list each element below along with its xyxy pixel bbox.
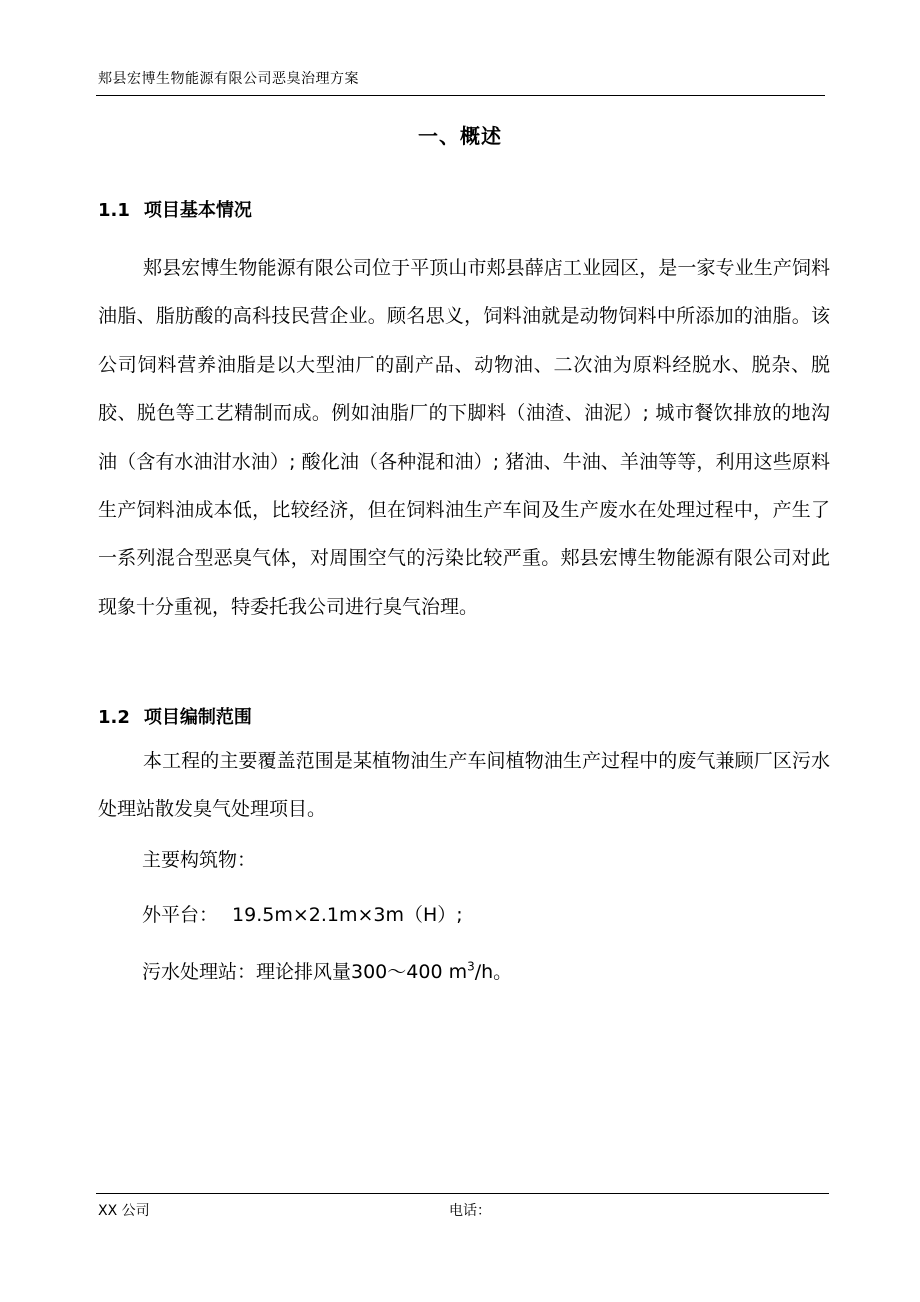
paragraph: 郏县宏博生物能源有限公司位于平顶山市郏县薛店工业园区，是一家专业生产饲料油脂、脂肪酸的高科技民营企业。顾名思义，饲料油就是动物饲料中所添加的油脂。该公司饲料营养油脂是以大型油厂的副产品、动物油、二次油为原料经脱水、脱杂、脱胶、脱色等工艺精制而成。例如油脂厂的下脚料（油渣、油泥）; 城市餐饮排放的地沟油（含有水油泔水油）; 酸化油（各种混和油）; 猪油、牛油、羊油等等，利用这些原料生产饲料油成本低，比较经济，但在饲料油生产车间及生产废水在处理过程中，产生了一系列混合型恶臭气体，对周围空气的污染比较严重。郏县宏博生物能源有限公司对此现象十分重视，特委托我公司进行臭气治理。: [98, 257, 830, 618]
wastewater-label: 污水处理站：理论排风量300～400 m: [142, 961, 468, 983]
header-divider: [96, 95, 825, 96]
page-header-title: 郏县宏博生物能源有限公司恶臭治理方案: [98, 71, 359, 87]
wastewater-superscript: 3: [467, 959, 475, 974]
footer-company: XX 公司: [98, 1203, 150, 1219]
section-number: 1.1: [98, 200, 130, 221]
platform-value: 19.5m×2.1m×3m（H）;: [232, 904, 463, 926]
platform-line: [142, 900, 463, 927]
section-title: 项目编制范围: [143, 707, 252, 728]
structures-label: 主要构筑物：: [142, 849, 257, 871]
footer-divider: [96, 1193, 829, 1194]
section-heading-1-1: [98, 196, 252, 222]
wastewater-unit: /h。: [474, 961, 513, 983]
section-heading-1-2: [98, 703, 252, 729]
section-1-2-body: [98, 737, 830, 834]
section-number: 1.2: [98, 707, 130, 728]
wastewater-line: [142, 957, 512, 984]
paragraph: 本工程的主要覆盖范围是某植物油生产车间植物油生产过程中的废气兼顾厂区污水处理站散发臭气处理项目。: [98, 750, 830, 821]
footer-phone-label: 电话：: [449, 1203, 491, 1219]
section-1-1-body: [98, 244, 830, 631]
chapter-title: 一、概述: [418, 124, 502, 148]
section-title: 项目基本情况: [143, 200, 252, 221]
platform-label: 外平台：: [142, 904, 219, 926]
